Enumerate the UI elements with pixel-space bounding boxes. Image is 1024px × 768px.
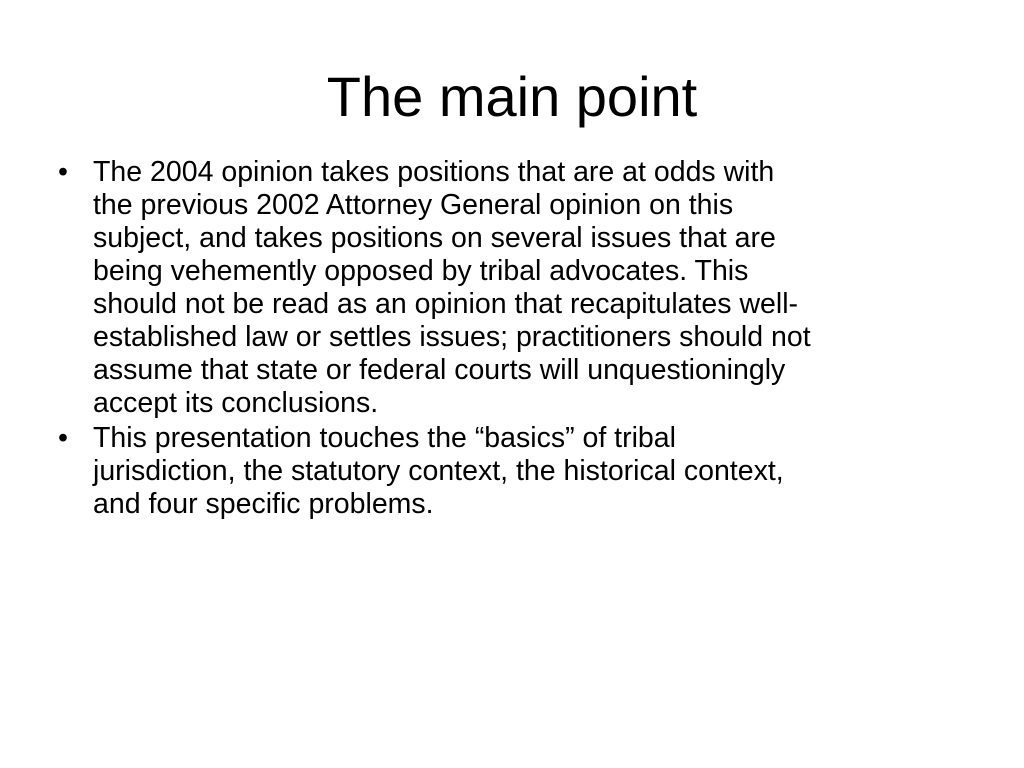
bullet-item xyxy=(58,422,968,521)
bullet-item xyxy=(58,156,968,420)
bullet-text: The 2004 opinion takes positions that are at odds with the previous 2002 Attorney General opinion on this subject, and takes positions on several issues that are being vehemently opposed by tribal advocates. This should not be read as an opinion that recapitulates well- established law or settles issues; practitioners should not assume that state or federal courts will unquestioningly accept its conclusions. xyxy=(93,156,811,419)
bullet-icon: • xyxy=(58,156,68,188)
bullet-icon: • xyxy=(58,422,68,454)
bullet-list xyxy=(58,156,968,523)
bullet-text: This presentation touches the “basics” of tribal jurisdiction, the statutory context, the historical context, and four specific problems. xyxy=(93,422,784,520)
slide-title: The main point xyxy=(326,65,698,128)
